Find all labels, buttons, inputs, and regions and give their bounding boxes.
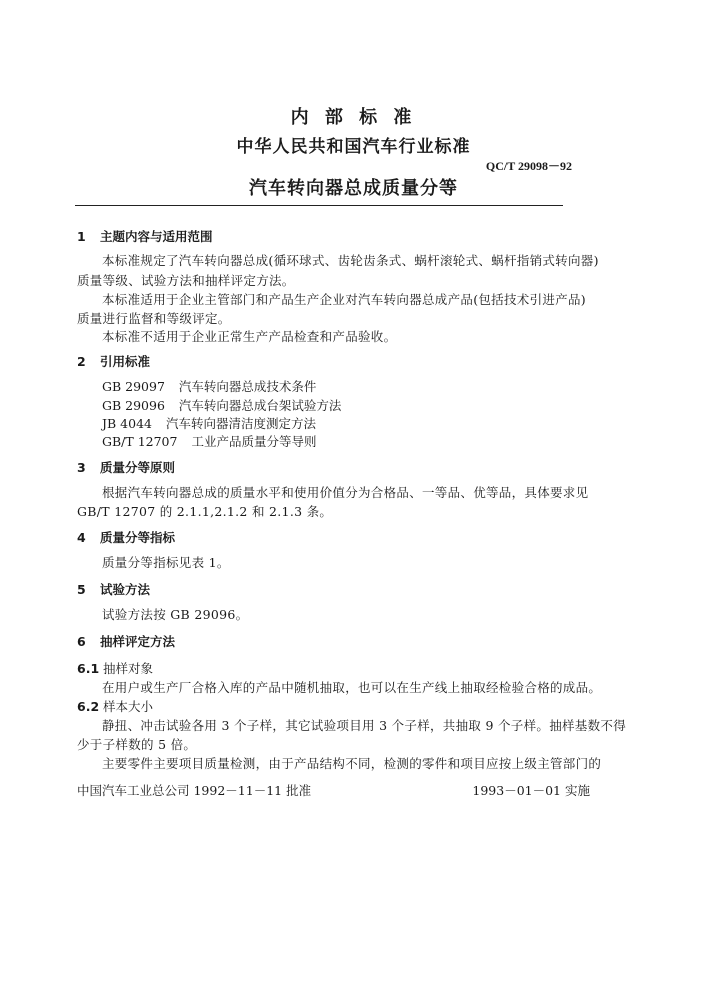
section-title: 质量分等指标	[100, 530, 176, 545]
paragraph-line: 静扭、冲击试验各用 3 个子样，其它试验项目用 3 个子样，共抽取 9 个子样。抽样基数不得	[102, 718, 627, 733]
reference-name: 汽车转向器总成台架试验方法	[178, 398, 342, 413]
section-title: 引用标准	[100, 354, 151, 369]
paragraph-line: 主要零件主要项目质量检测，由于产品结构不同，检测的零件和项目应按上级主管部门的	[102, 756, 602, 771]
section-number: 4	[77, 530, 86, 545]
section-number: 2	[77, 354, 86, 369]
reference-name: 汽车转向器总成技术条件	[178, 379, 317, 394]
paragraph-line: 本标准适用于企业主管部门和产品生产企业对汽车转向器总成产品(包括技术引进产品)	[102, 292, 586, 307]
standard-body-title: 中华人民共和国汽车行业标准	[236, 137, 471, 157]
section-4-heading	[77, 528, 175, 546]
section-title: 主题内容与适用范围	[100, 229, 213, 244]
reference-code: JB 4044	[102, 416, 152, 431]
reference-item	[102, 432, 316, 450]
reference-name: 工业产品质量分等导则	[191, 434, 317, 449]
section-number: 6	[77, 634, 86, 649]
section-6-heading	[77, 632, 175, 650]
section-number: 5	[77, 582, 86, 597]
paragraph-line: 在用户或生产厂合格入库的产品中随机抽取，也可以在生产线上抽取经检验合格的成品。	[102, 680, 602, 695]
section-number: 3	[77, 460, 86, 475]
section-3-heading	[77, 458, 175, 476]
section-number: 1	[77, 229, 86, 244]
subsection-title: 抽样对象	[103, 661, 154, 676]
standard-code: QC/T 29098－92	[485, 159, 572, 173]
section-2-heading	[77, 352, 150, 370]
paragraph-line: GB/T 12707 的 2.1.1,2.1.2 和 2.1.3 条。	[77, 504, 333, 519]
approval-line: 中国汽车工业总公司 1992－11－11 批准	[77, 783, 312, 798]
paragraph-line: 少于子样数的 5 倍。	[77, 737, 197, 752]
paragraph-line: 质量进行监督和等级评定。	[77, 311, 231, 326]
effective-date-line: 1993－01－01 实施	[472, 783, 590, 798]
reference-code: GB/T 12707	[102, 434, 178, 449]
document-title: 汽车转向器总成质量分等	[249, 178, 458, 199]
section-title: 试验方法	[100, 582, 151, 597]
subsection-number: 6.1	[77, 661, 100, 676]
section-1-heading	[77, 227, 213, 245]
reference-item	[102, 414, 316, 432]
reference-name: 汽车转向器清洁度测定方法	[165, 416, 316, 431]
paragraph-line: 质量等级、试验方法和抽样评定方法。	[77, 273, 295, 288]
paragraph-line: 根据汽车转向器总成的质量水平和使用价值分为合格品、一等品、优等品，具体要求见	[102, 485, 589, 500]
title-divider	[75, 205, 563, 206]
section-5-heading	[77, 580, 150, 598]
subsection-6-1-heading	[77, 659, 153, 677]
reference-code: GB 29097	[102, 379, 165, 394]
paragraph-line: 质量分等指标见表 1。	[102, 555, 230, 570]
reference-code: GB 29096	[102, 398, 165, 413]
section-title: 质量分等原则	[100, 460, 176, 475]
reference-item	[102, 396, 341, 414]
paragraph-line: 本标准规定了汽车转向器总成(循环球式、齿轮齿条式、蜗杆滚轮式、蜗杆指销式转向器)	[102, 253, 599, 268]
subsection-number: 6.2	[77, 699, 100, 714]
reference-item	[102, 377, 316, 395]
section-title: 抽样评定方法	[100, 634, 176, 649]
subsection-6-2-heading	[77, 697, 153, 715]
paragraph-line: 本标准不适用于企业正常生产产品检查和产品验收。	[102, 329, 397, 344]
paragraph-line: 试验方法按 GB 29096。	[102, 607, 249, 622]
internal-standard-label: 内 部 标 准	[290, 107, 417, 128]
subsection-title: 样本大小	[103, 699, 154, 714]
